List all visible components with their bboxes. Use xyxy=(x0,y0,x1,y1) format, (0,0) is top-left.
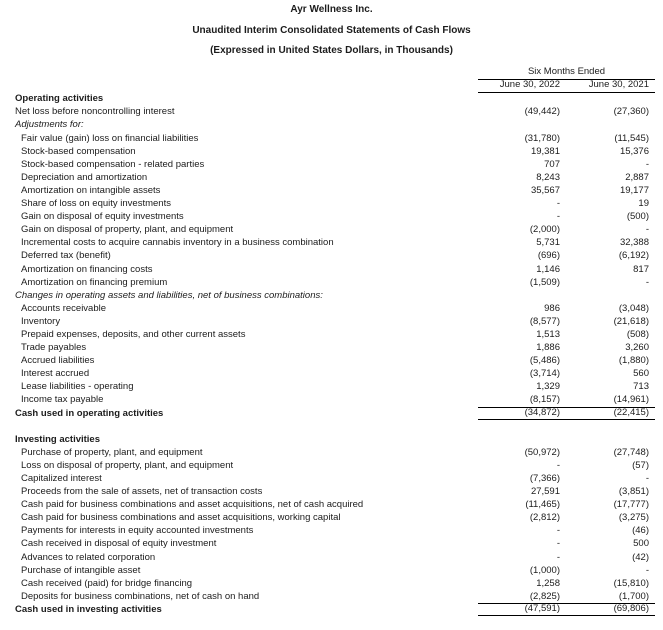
row-values xyxy=(478,145,655,158)
value-2021: 560 xyxy=(633,368,649,380)
value-2022: 27,591 xyxy=(530,486,560,498)
value-2021: (69,806) xyxy=(613,602,649,614)
value-2021: 500 xyxy=(633,538,649,550)
value-2021: 2,887 xyxy=(625,171,649,183)
row-values xyxy=(478,211,655,224)
row-values xyxy=(478,237,655,250)
value-2022: - xyxy=(556,538,560,550)
value-2022: 19,381 xyxy=(530,145,560,157)
value-2021: 19 xyxy=(638,198,649,210)
row-values xyxy=(478,472,655,485)
row-label: Stock-based compensation - related parties xyxy=(21,158,205,170)
table-row xyxy=(0,289,663,302)
value-2022: (696) xyxy=(537,250,560,262)
value-2021: (46) xyxy=(632,525,649,537)
row-label: Cash paid for business combinations and asset acquisitions, working capital xyxy=(21,512,341,524)
value-2022: (47,591) xyxy=(524,602,560,614)
value-2021: 817 xyxy=(633,263,649,275)
value-2022: 1,513 xyxy=(536,328,560,340)
value-2022: (2,000) xyxy=(529,224,560,236)
row-label: Fair value (gain) loss on financial liabilities xyxy=(21,132,199,144)
value-2021: (22,415) xyxy=(613,406,649,418)
value-2021: (3,851) xyxy=(618,486,649,498)
table-row xyxy=(0,590,663,603)
value-2021: (27,360) xyxy=(613,106,649,118)
row-values xyxy=(478,368,655,381)
table-header-period-row xyxy=(0,67,663,80)
table-row xyxy=(0,538,663,551)
value-2021: (27,748) xyxy=(613,446,649,458)
value-2022: (2,812) xyxy=(529,512,560,524)
row-label: Lease liabilities - operating xyxy=(21,381,134,393)
value-2021: (1,700) xyxy=(618,590,649,602)
value-2022: (3,714) xyxy=(529,368,560,380)
table-row xyxy=(0,171,663,184)
table-row xyxy=(0,197,663,210)
row-label: Operating activities xyxy=(15,93,104,105)
row-label: Cash received (paid) for bridge financing xyxy=(21,577,193,589)
value-2021: (508) xyxy=(626,328,649,340)
period-header: Six Months Ended xyxy=(527,66,606,78)
company-name: Ayr Wellness Inc. xyxy=(290,4,373,15)
table-row xyxy=(0,263,663,276)
row-label: Deferred tax (benefit) xyxy=(21,250,111,262)
value-2022: (31,780) xyxy=(524,132,560,144)
row-values xyxy=(478,106,655,119)
row-label: Depreciation and amortization xyxy=(21,171,148,183)
table-row xyxy=(0,603,663,616)
row-label: Purchase of property, plant, and equipment xyxy=(21,446,203,458)
row-label: Cash used in operating activities xyxy=(15,407,164,419)
row-values xyxy=(478,341,655,354)
row-label: Gain on disposal of property, plant, and equipment xyxy=(21,224,234,236)
row-label: Payments for interests in equity accounted investments xyxy=(21,525,254,537)
row-values xyxy=(478,315,655,328)
row-label: Investing activities xyxy=(15,433,101,445)
value-2022: 1,886 xyxy=(536,342,560,354)
table-row xyxy=(0,486,663,499)
table-row xyxy=(0,577,663,590)
value-2021: (3,275) xyxy=(618,512,649,524)
row-label: Deposits for business combinations, net of cash on hand xyxy=(21,590,260,602)
table-row xyxy=(0,158,663,171)
table-row xyxy=(0,132,663,145)
value-2021: 15,376 xyxy=(619,145,649,157)
row-values xyxy=(478,197,655,210)
value-2022: 35,567 xyxy=(530,184,560,196)
value-2022: - xyxy=(556,459,560,471)
row-values xyxy=(478,289,655,302)
row-values xyxy=(478,250,655,263)
value-2022: 5,731 xyxy=(536,237,560,249)
value-2021: 3,260 xyxy=(625,342,649,354)
table-row xyxy=(0,551,663,564)
row-values xyxy=(478,603,655,616)
row-values xyxy=(478,551,655,564)
row-label: Purchase of intangible asset xyxy=(21,564,141,576)
value-2022: 8,243 xyxy=(536,171,560,183)
value-2022: (11,465) xyxy=(525,499,560,511)
column-header-2022: June 30, 2022 xyxy=(499,79,560,91)
document-header xyxy=(0,0,663,56)
row-label: Proceeds from the sale of assets, net of transaction costs xyxy=(21,486,263,498)
value-2021: (21,618) xyxy=(613,315,649,327)
row-label: Trade payables xyxy=(21,342,87,354)
row-label: Stock-based compensation xyxy=(21,145,136,157)
table-row xyxy=(0,512,663,525)
value-2022: - xyxy=(556,551,560,563)
table-row xyxy=(0,237,663,250)
value-2021: 19,177 xyxy=(619,184,649,196)
value-2021: 713 xyxy=(633,381,649,393)
statement-title: Unaudited Interim Consolidated Statements of Cash Flows xyxy=(192,24,471,36)
row-label: Interest accrued xyxy=(21,368,90,380)
table-row xyxy=(0,368,663,381)
table-row xyxy=(0,106,663,119)
row-label: Amortization on financing premium xyxy=(21,276,168,288)
row-label: Amortization on intangible assets xyxy=(21,184,161,196)
value-2022: 1,258 xyxy=(536,577,560,589)
value-2021: (6,192) xyxy=(618,250,649,262)
value-2022: (2,825) xyxy=(529,590,560,602)
table-row xyxy=(0,564,663,577)
row-values xyxy=(478,132,655,145)
row-label: Advances to related corporation xyxy=(21,551,156,563)
row-values xyxy=(478,355,655,368)
row-values xyxy=(478,590,655,603)
value-2022: - xyxy=(556,198,560,210)
row-label: Capitalized interest xyxy=(21,473,102,484)
value-2021: (14,961) xyxy=(613,394,649,406)
value-2022: - xyxy=(556,211,560,223)
table-row xyxy=(0,394,663,407)
value-2022: (1,509) xyxy=(529,276,560,288)
row-values xyxy=(478,394,655,407)
table-row xyxy=(0,145,663,158)
value-2021: (1,880) xyxy=(618,355,649,367)
value-2022: (34,872) xyxy=(524,406,560,418)
row-values xyxy=(478,328,655,341)
table-row xyxy=(0,93,663,106)
row-values xyxy=(478,119,655,132)
row-values xyxy=(478,486,655,499)
table-body xyxy=(0,93,663,617)
value-2022: (5,486) xyxy=(529,355,560,367)
row-values xyxy=(478,302,655,315)
value-2022: 707 xyxy=(544,158,560,170)
table-row xyxy=(0,499,663,512)
value-2021: (57) xyxy=(632,459,649,471)
value-2021: (42) xyxy=(632,551,649,563)
row-values xyxy=(478,525,655,538)
value-2021: 32,388 xyxy=(619,237,649,249)
value-2021: - xyxy=(645,564,649,576)
row-label: Net loss before noncontrolling interest xyxy=(15,106,175,118)
column-header-2021: June 30, 2021 xyxy=(588,79,649,91)
table-row xyxy=(0,224,663,237)
row-values xyxy=(478,446,655,459)
value-2021: (500) xyxy=(626,211,649,223)
row-label: Cash received in disposal of equity investment xyxy=(21,538,217,550)
row-values xyxy=(478,512,655,525)
table-row xyxy=(0,328,663,341)
value-2021: - xyxy=(645,158,649,170)
value-2022: 986 xyxy=(544,302,560,314)
value-2022: - xyxy=(556,525,560,537)
table-row xyxy=(0,184,663,197)
table-row xyxy=(0,211,663,224)
row-label: Amortization on financing costs xyxy=(21,263,153,275)
row-label: Cash paid for business combinations and asset acquisitions, net of cash acquired xyxy=(21,499,364,511)
statement-subtitle: (Expressed in United States Dollars, in Thousands) xyxy=(210,45,453,56)
table-row xyxy=(0,472,663,485)
row-label: Cash used in investing activities xyxy=(15,603,162,615)
table-row xyxy=(0,525,663,538)
value-2021: - xyxy=(645,224,649,236)
row-values xyxy=(478,433,655,446)
value-2021: (3,048) xyxy=(618,302,649,314)
table-row xyxy=(0,250,663,263)
row-label: Prepaid expenses, deposits, and other current assets xyxy=(21,328,246,340)
value-2021: (11,545) xyxy=(614,132,649,144)
table-row xyxy=(0,433,663,446)
table-row xyxy=(0,119,663,132)
row-label: Incremental costs to acquire cannabis inventory in a business combination xyxy=(21,237,334,249)
value-2021: (15,810) xyxy=(613,577,649,589)
row-values xyxy=(478,459,655,472)
value-2022: (50,972) xyxy=(524,446,560,458)
row-values xyxy=(478,420,655,433)
cash-flow-table xyxy=(0,67,663,617)
value-2021: (17,777) xyxy=(613,499,649,511)
row-values xyxy=(478,538,655,551)
table-header-dates-row xyxy=(0,80,663,93)
row-label: Gain on disposal of equity investments xyxy=(21,211,184,223)
value-2021: - xyxy=(645,276,649,288)
spacer-row xyxy=(0,420,663,433)
table-row xyxy=(0,446,663,459)
row-values xyxy=(478,407,655,420)
row-values xyxy=(478,276,655,289)
row-values xyxy=(478,184,655,197)
value-2022: (49,442) xyxy=(524,106,560,118)
row-label: Inventory xyxy=(21,315,61,327)
table-row xyxy=(0,459,663,472)
row-values xyxy=(478,158,655,171)
row-label: Changes in operating assets and liabilities, net of business combinations: xyxy=(15,289,323,301)
table-row xyxy=(0,407,663,420)
table-row xyxy=(0,276,663,289)
row-values xyxy=(478,577,655,590)
row-label: Loss on disposal of property, plant, and equipment xyxy=(21,459,234,471)
row-label: Income tax payable xyxy=(21,394,104,406)
table-row xyxy=(0,302,663,315)
value-2022: 1,146 xyxy=(536,263,560,275)
row-values xyxy=(478,564,655,577)
table-row xyxy=(0,315,663,328)
row-label: Adjustments for: xyxy=(15,119,84,131)
row-label: Accrued liabilities xyxy=(21,355,95,367)
row-label: Share of loss on equity investments xyxy=(21,198,171,210)
value-2022: (7,366) xyxy=(529,473,560,484)
row-values xyxy=(478,499,655,512)
value-2022: (8,157) xyxy=(529,394,560,406)
row-values xyxy=(478,263,655,276)
row-values xyxy=(478,171,655,184)
value-2022: (1,000) xyxy=(529,564,560,576)
table-row xyxy=(0,341,663,354)
table-row xyxy=(0,381,663,394)
value-2022: (8,577) xyxy=(529,315,560,327)
table-row xyxy=(0,355,663,368)
value-2022: 1,329 xyxy=(536,381,560,393)
row-values xyxy=(478,93,655,106)
row-values xyxy=(478,381,655,394)
row-label: Accounts receivable xyxy=(21,302,107,314)
value-2021: - xyxy=(645,473,649,484)
row-values xyxy=(478,224,655,237)
